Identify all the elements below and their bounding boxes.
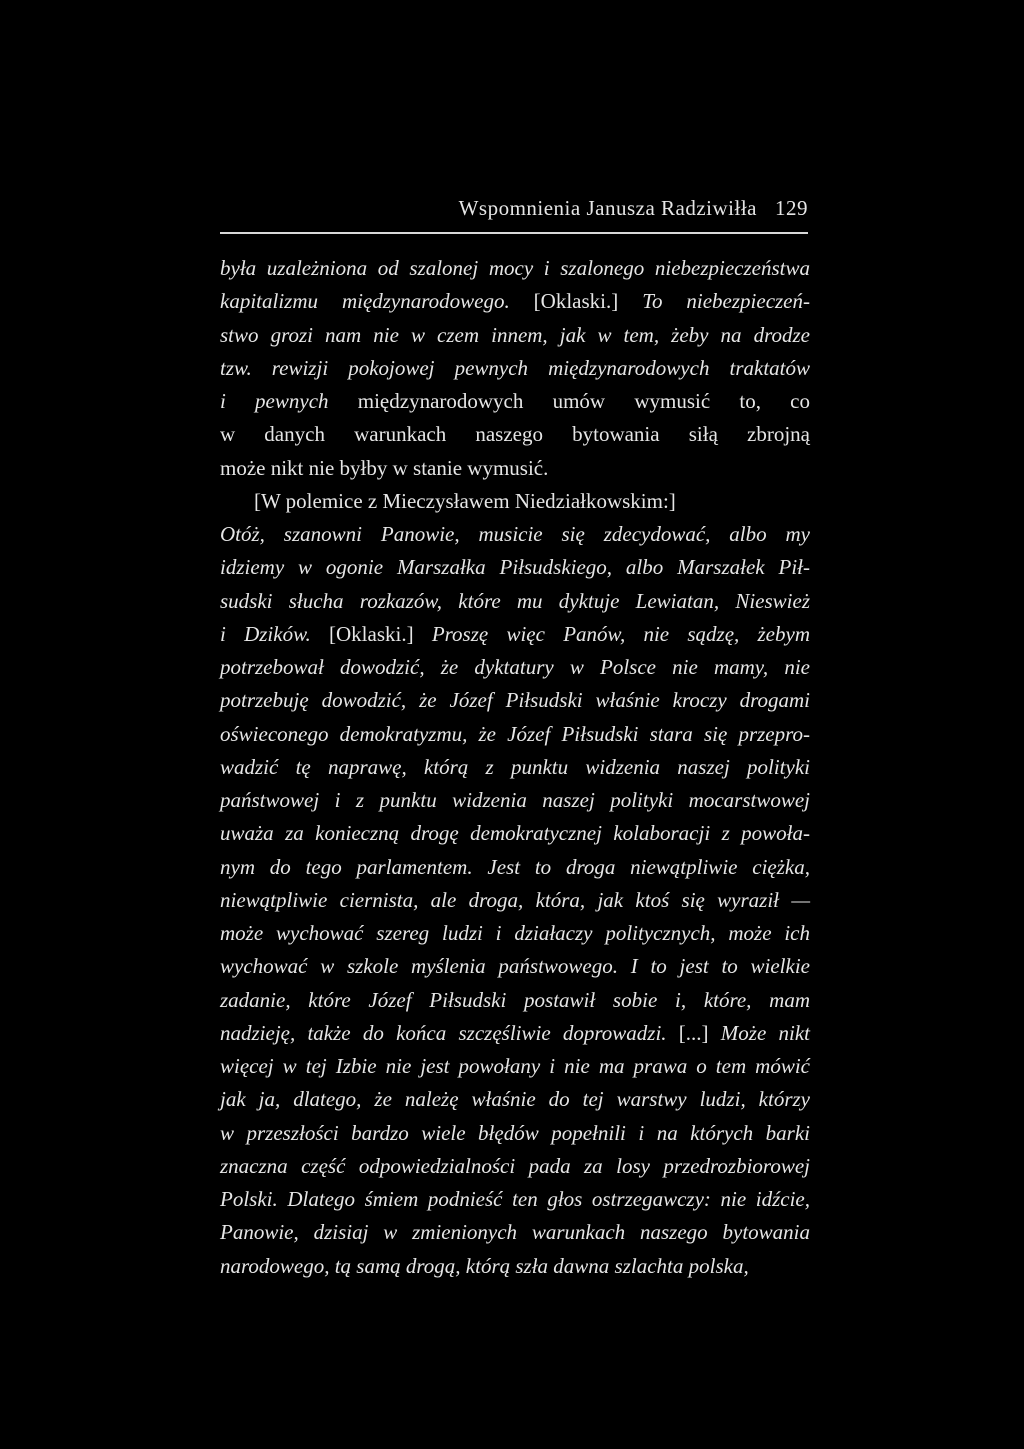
text-line	[220, 851, 810, 884]
text-run: Otóż, szanowni Panowie, musicie się zdecydować, albo my	[220, 522, 810, 546]
text-run: i pewnych	[220, 389, 358, 413]
text-run: stwo grozi nam nie w czem innem, jak w tem, żeby na drodze	[220, 322, 810, 347]
text-run: nym do tego parlamentem. Jest to droga niewątpliwie ciężka,	[220, 854, 810, 879]
text-run: oświeconego demokratyzmu, że Józef Piłsudski stara się przepro-	[220, 721, 810, 746]
text-run: [...]	[678, 1020, 709, 1045]
text-run: jak ja, dlatego, że należę właśnie do tej warstwy ludzi, którzy	[220, 1087, 810, 1112]
text-line	[220, 1183, 810, 1216]
text-line	[220, 252, 810, 285]
text-run: potrzebował dowodzić, że dyktatury w Polsce nie mamy, nie	[220, 655, 810, 679]
text-line	[220, 1250, 810, 1283]
text-line	[220, 1017, 810, 1050]
text-run: więcej w tej Izbie nie jest powołany i nie ma prawa o tem mówić	[220, 1054, 810, 1078]
text-line	[220, 884, 810, 917]
running-head	[220, 196, 808, 226]
text-run: Proszę więc Panów, nie sądzę, żebym	[413, 621, 810, 646]
text-line	[220, 1216, 810, 1249]
text-line	[220, 651, 810, 684]
text-line	[220, 950, 810, 983]
text-line	[220, 418, 810, 451]
text-line	[220, 585, 810, 618]
text-run: tzw. rewizji pokojowej pewnych międzynarodowych traktatów	[220, 355, 810, 380]
text-line	[220, 684, 810, 717]
text-run: narodowego, tą samą drogą, którą szła dawna szlachta polska,	[220, 1253, 749, 1278]
text-line	[220, 718, 810, 751]
text-run: Polski. Dlatego śmiem podnieść ten głos ostrzegawczy: nie idźcie,	[220, 1187, 810, 1211]
text-run: była uzależniona od szalonej mocy i szalonego niebezpieczeństwa	[220, 256, 810, 280]
text-line	[220, 784, 810, 817]
text-line	[220, 1083, 810, 1116]
text-line	[220, 385, 810, 418]
header-rule	[220, 232, 808, 234]
text-run: [Oklaski.]	[533, 289, 619, 314]
body-text	[220, 252, 810, 1283]
running-head-title: Wspomnienia Janusza Radziwiłła	[458, 196, 757, 220]
text-run: w danych warunkach naszego bytowania siłą zbrojną	[220, 422, 810, 447]
text-line	[220, 452, 810, 485]
text-line	[220, 751, 810, 784]
text-line	[220, 285, 810, 318]
text-run: może nikt nie byłby w stanie wymusić.	[220, 455, 549, 480]
text-run: państwowej i z punktu widzenia naszej polityki mocarstwowej	[220, 788, 810, 812]
text-line	[220, 518, 810, 551]
text-run: Może nikt	[708, 1020, 811, 1045]
text-line	[220, 817, 810, 850]
text-run: nadzieję, także do końca szczęśliwie doprowadzi.	[220, 1020, 679, 1045]
text-line	[220, 618, 810, 651]
text-line	[220, 352, 810, 385]
text-run: [W polemice z Mieczysławem Niedziałkowskim:]	[254, 488, 676, 513]
text-line	[220, 319, 810, 352]
text-run: [Oklaski.]	[329, 621, 414, 646]
page-number: 129	[775, 196, 808, 220]
text-line	[220, 984, 810, 1017]
text-line	[220, 551, 810, 584]
text-run: znaczna część odpowiedzialności pada za losy przedrozbiorowej	[220, 1153, 810, 1178]
text-line	[220, 917, 810, 950]
text-run: wadzić tę naprawę, którą z punktu widzenia naszej polityki	[220, 754, 810, 779]
text-run: zadanie, które Józef Piłsudski postawił sobie i, które, mam	[220, 987, 810, 1012]
text-run: uważa za konieczną drogę demokratycznej kolaboracji z powoła-	[220, 821, 810, 846]
text-line	[220, 485, 810, 518]
text-run: międzynarodowych umów wymusić to, co	[357, 389, 811, 413]
text-line	[220, 1050, 810, 1083]
text-run: kapitalizmu międzynarodowego.	[220, 289, 534, 314]
text-run: sudski słucha rozkazów, które mu dyktuje Lewiatan, Nieswież	[220, 588, 810, 613]
text-run: wychować w szkole myślenia państwowego. I to jest to wielkie	[220, 954, 810, 979]
text-line	[220, 1117, 810, 1150]
text-run: w przeszłości bardzo wiele błędów popełnili i na których barki	[220, 1120, 810, 1145]
text-run: idziemy w ogonie Marszałka Piłsudskiego, albo Marszałek Pił-	[220, 555, 810, 580]
text-run: i Dzików.	[220, 621, 330, 646]
text-line	[220, 1150, 810, 1183]
text-run: Panowie, dzisiaj w zmienionych warunkach naszego bytowania	[220, 1220, 810, 1245]
text-run: niewątpliwie ciernista, ale droga, która, jak ktoś się wyraził —	[220, 887, 810, 912]
text-run: To niebezpieczeń-	[618, 289, 810, 314]
text-run: może wychować szereg ludzi i działaczy politycznych, może ich	[220, 921, 810, 945]
text-run: potrzebuję dowodzić, że Józef Piłsudski właśnie kroczy drogami	[220, 688, 810, 713]
